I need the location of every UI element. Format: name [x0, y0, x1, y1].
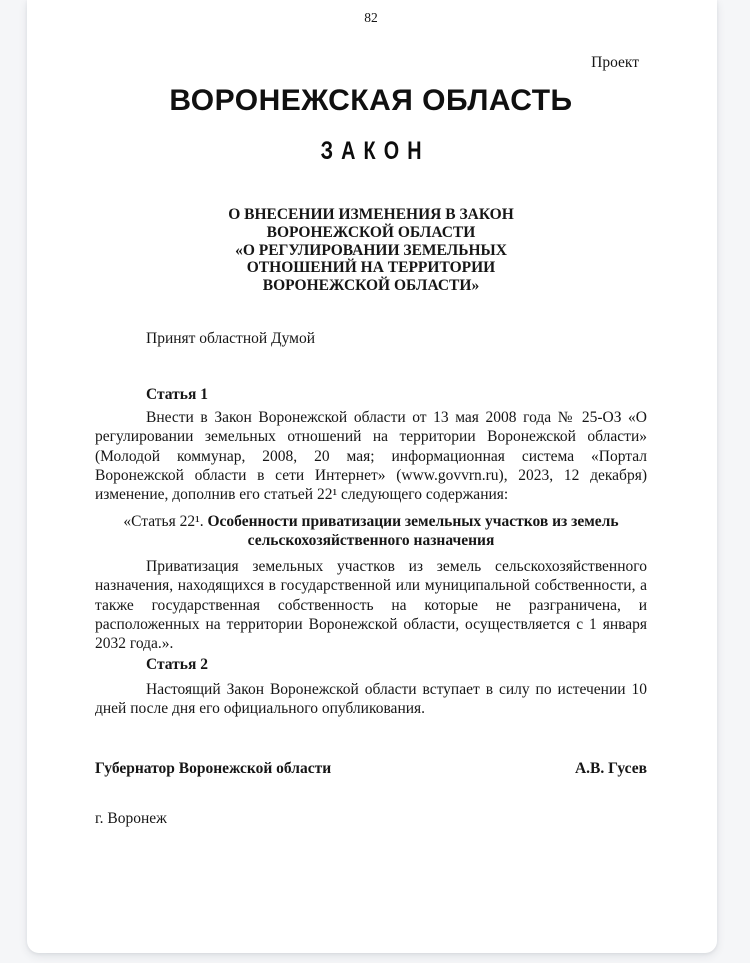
- article-1-heading: Статья 1: [146, 386, 208, 403]
- act-type-heading-text: ЗАКОН: [320, 136, 430, 165]
- act-type-heading: [95, 138, 647, 164]
- article-2-body: Настоящий Закон Воронежской области вступает в силу по истечении 10 дней после дня его официального опубликования.: [95, 681, 647, 718]
- signature-name: А.В. Гусев: [574, 760, 647, 777]
- subject-line: ВОРОНЕЖСКОЙ ОБЛАСТИ»: [262, 277, 480, 295]
- region-heading: ВОРОНЕЖСКАЯ ОБЛАСТЬ: [169, 84, 573, 117]
- adopted-line: Принят областной Думой: [146, 330, 316, 347]
- place-line: г. Воронеж: [95, 810, 167, 827]
- article-2-heading: Статья 2: [146, 656, 208, 673]
- subject-line: О ВНЕСЕНИИ ИЗМЕНЕНИЯ В ЗАКОН: [228, 206, 514, 223]
- article-1-body: Внести в Закон Воронежской области от 13 мая 2008 года № 25-ОЗ «О регулировании земельных отношений на территории Воронежской области» (Молодой коммунар, 2008, 20 мая; информационная система «Портал Воронежской области в сети Интернет» (www.govvrn.ru), 2023, 12 декабря) изменение, дополнив его статьей 22¹ следующего содержания:: [95, 409, 647, 504]
- inserted-article-number: «Статья 22¹.: [123, 513, 204, 530]
- signature-block: [95, 760, 647, 778]
- subject-heading: [95, 206, 647, 295]
- subject-line: «О РЕГУЛИРОВАНИИ ЗЕМЕЛЬНЫХ: [235, 241, 507, 259]
- inserted-article-heading: [95, 512, 647, 550]
- document-content: [95, 0, 647, 953]
- inserted-article-title: Особенности приватизации земельных участков из земель сельскохозяйственного назначения: [207, 513, 619, 549]
- subject-line: ОТНОШЕНИЙ НА ТЕРРИТОРИИ: [246, 259, 496, 277]
- inserted-article-body: Приватизация земельных участков из земель сельскохозяйственного назначения, находящихся в государственной или муниципальной собственности, а также государственная собственность на которые не разграничена, и расположенных на территории Воронежской области, осуществляется с 1 января 2032 года.».: [95, 558, 647, 653]
- page-number: 82: [364, 10, 378, 25]
- draft-label: Проект: [591, 54, 639, 71]
- signature-title: Губернатор Воронежской области: [95, 760, 332, 777]
- subject-line: ВОРОНЕЖСКОЙ ОБЛАСТИ: [266, 223, 476, 241]
- document-page: [27, 0, 717, 953]
